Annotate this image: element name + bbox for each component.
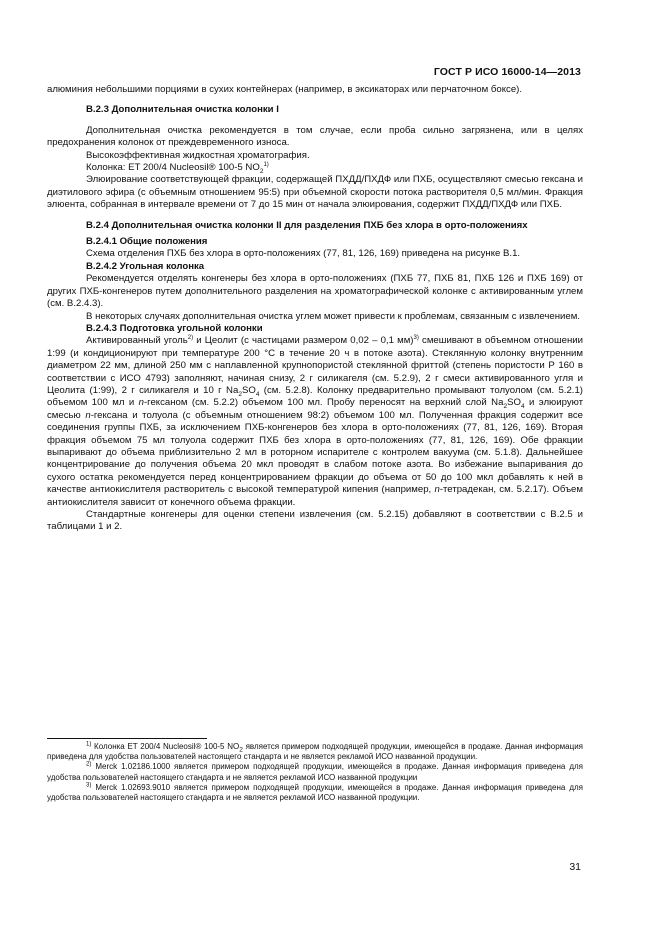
subscript-2: 2 [259, 167, 264, 175]
main-content [47, 84, 583, 534]
page-number: 31 [569, 861, 581, 873]
text-run: -тетрадекан, см. 5.2.17). Объем антиокислителя зависит от конечного объема фракции. [47, 484, 583, 508]
b23-paragraph-1: Дополнительная очистка рекомендуется в том случае, если проба сильно загрязнена, или в целях предохранения колонок от преждевременного износа. [47, 124, 583, 149]
text-run: и элюируют смесью [47, 397, 584, 421]
footnote-text: является примером подходящей продукции, имеющейся в продаже. Данная информация приведена для удобства пользователей настоящего стандарта и не является рекламой ИСО названной продукции. [47, 742, 583, 762]
footnote-text: Merck 1.02186.1000 является примером подходящей продукции, имеющейся в продаже. Данная информация приведена для удобства пользователей настоящего стандарта и не является рекламой ИСО названной продукции [47, 762, 583, 782]
subscript: 4 [255, 390, 260, 398]
column-text: Колонка: ET 200/4 Nucleosil® 100-5 NO [86, 162, 260, 174]
text-run: SO [241, 384, 256, 396]
subscript: 2 [238, 390, 242, 398]
section-b242-heading: B.2.4.2 Угольная колонка [86, 260, 205, 272]
footnote-divider [47, 738, 207, 739]
footnote-text: Merck 1.02693.9010 является примером подходящей продукции, имеющейся в продаже. Данная информация приведена для удобства пользователей настоящего стандарта и не является рекламой ИСО названной продукции. [47, 782, 583, 803]
footnote-mark: 1) [86, 741, 92, 748]
b243-paragraph-2: Стандартные конгенеры для оценки степени извлечения (см. 5.2.15) добавляют в соответствии с B.2.5 и таблицами 1 и 2. [47, 509, 583, 533]
text-run: смешивают в объемном отношении 1:99 (и кондиционируют при температуре 200 °С в течение 20 ч в потоке азота). Стеклянную колонку внутренним диаметром 22 мм, длиной 250 мм с наплавленной крупнопористой стеклянной фриттой (степень пористости Р 160 в соответствии с ИСО 4793) заполняют, начиная снизу, 2 г силикагеля (см. 5.2.9), 2 г смеси активированного угля и Цеолита (1:99), 2 г силикагеля и 10 г Na [47, 335, 583, 396]
footnote-ref-1: 1) [263, 161, 269, 168]
b23-paragraph-elution: Элюирование соответствующей фракции, содержащей ПХДД/ПХДФ или ПХБ, осуществляют смесью гексана и диэтилового эфира (с объемным отношением 95:5) при объемной скорости потока растворителя 0,5 мл/мин. Фракция элюента, собранная в интервале времени от 7 до 15 мин от начала элюирования, содержит ПХДД/ПХДФ или ПХБ. [47, 174, 583, 211]
footnote-ref-2: 2) [187, 335, 194, 342]
text-run: (см. 5.2.8). Колонку предварительно промывают толуолом (см. 5.2.1) объемом 100 мл и [47, 384, 583, 409]
b241-paragraph: Схема отделения ПХБ без хлора в орто-положениях (77, 81, 126, 169) приведена на рисунке B.1. [86, 248, 521, 260]
footnote-text: Колонка ET 200/4 Nucleosil® 100-5 NO [91, 742, 240, 751]
footnote-2 [47, 762, 583, 782]
section-b23-heading: B.2.3 Дополнительная очистка колонки I [86, 104, 279, 116]
subscript: 2 [239, 746, 243, 754]
footnote-mark: 2) [86, 761, 92, 768]
page-header-standard: ГОСТ Р ИСО 16000-14—2013 [433, 66, 581, 78]
b242-paragraph-1: Рекомендуется отделять конгенеры без хлора в орто-положениях (ПХБ 77, ПХБ 81, ПХБ 126 и ПХБ 169) от других ПХБ-конгенеров путем дополнительного разделения на хроматографической колонке с активированным углем (см. B.2.4.3). [47, 273, 583, 310]
section-b241-heading: B.2.4.1 Общие положения [86, 236, 208, 248]
paragraph-continuation: алюминия небольшими порциями в сухих контейнерах (например, в эксикаторах или перчаточном боксе). [47, 84, 523, 95]
b23-paragraph-column [47, 162, 583, 174]
text-run: -гексаном (см. 5.2.2) объемом 100 мл. Пробу переносят на верхний слой Na [143, 397, 504, 409]
text-run: -гексана и толуола (с объемным отношением 98:2) объемом 100 мл. Полученная фракция содержит все соединения группы ПХБ, за исключением ПХБ-конгенеров без хлора в орто-положениях (77, 81, 126, 169). Вторая фракция объемом 75 мл толуола содержит ПХБ без хлора в орто-положениях (77, 81, 126, 169). Обе фракции выпаривают до объема приблизительно 2 мл в роторном испарителе с контролем вакуума (см. 5.1.8). Дальнейшее концентрирование до получения объема 20 мкл проводят в слабом потоке азота. Во избежание выпаривания до сухого остатка рекомендуется перед концентрированием фракции до объема от 50 до 100 мкл добавлять к ней в качестве антиокислителя растворитель с высокой температурой кипения (например, [47, 409, 583, 496]
footnote-3 [47, 783, 583, 803]
text-run: SO [507, 397, 521, 409]
subscript: 4 [520, 403, 525, 411]
italic-n: n [85, 409, 91, 421]
footnote-1 [47, 742, 583, 762]
section-b243-heading: B.2.4.3 Подготовка угольной колонки [86, 322, 263, 334]
italic-n: n [434, 484, 440, 496]
text-run: и Цеолит (с частицами размером 0,02 – 0,1 мм) [193, 335, 414, 347]
subscript: 2 [503, 403, 508, 411]
b23-paragraph-2: Высокоэффективная жидкостная хроматография. [86, 149, 310, 161]
section-b24-heading: B.2.4 Дополнительная очистка колонки II для разделения ПХБ без хлора в орто-положениях [86, 219, 528, 231]
footnote-mark: 3) [86, 782, 92, 789]
footnote-ref-3: 3) [413, 335, 419, 342]
b242-paragraph-2: В некоторых случаях дополнительная очистка углем может привести к проблемам, связанным с извлечением. [86, 310, 580, 322]
footnotes [47, 742, 583, 803]
italic-n: n [138, 397, 144, 409]
b243-paragraph-1 [47, 335, 583, 509]
text-run: Активированный уголь [86, 335, 188, 347]
